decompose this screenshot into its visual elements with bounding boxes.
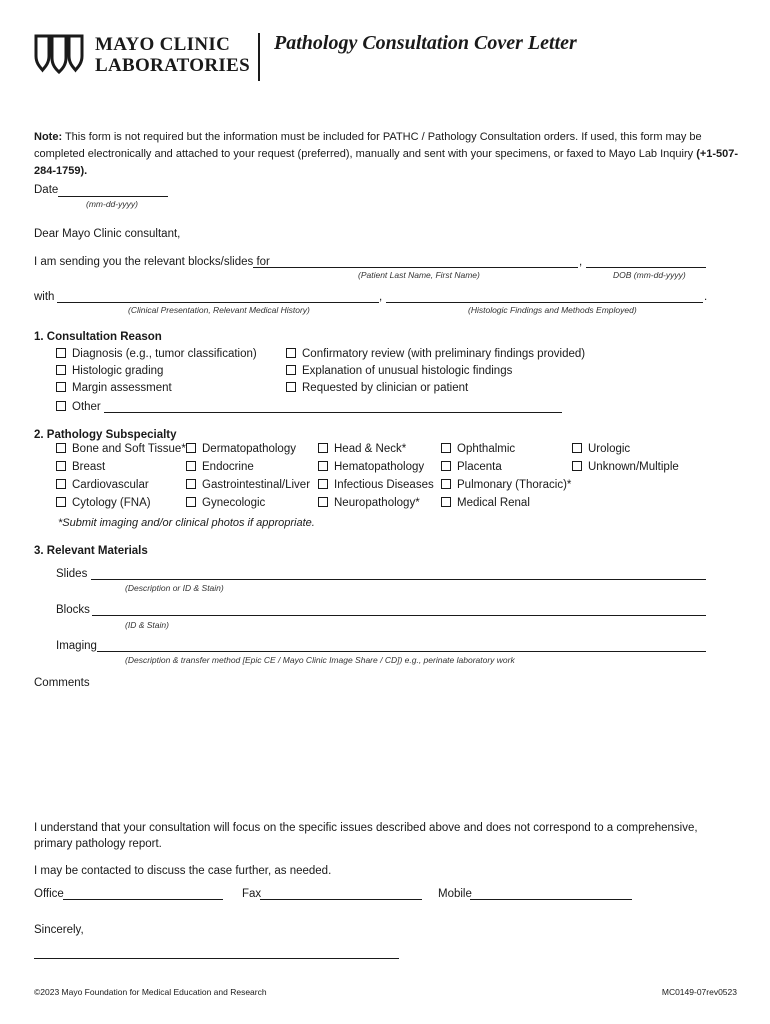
with-label: with (34, 291, 55, 303)
office-phone-field[interactable] (63, 899, 223, 900)
checkbox-box[interactable] (56, 382, 66, 392)
materials-heading: 3. Relevant Materials (34, 545, 148, 557)
subspecialty-label: Hematopathology (334, 461, 425, 473)
comments-label: Comments (34, 677, 90, 689)
comments-area[interactable] (34, 694, 734, 806)
checkbox-box[interactable] (186, 497, 196, 507)
with-period: . (704, 291, 708, 303)
subspecialty-label: Neuropathology* (334, 497, 420, 509)
mobile-phone-field[interactable] (470, 899, 632, 900)
contact-statement: I may be contacted to discuss the case further, as needed. (34, 865, 332, 877)
reason-grading-label: Histologic grading (72, 365, 164, 377)
understand-line2: primary pathology report. (34, 838, 162, 850)
office-label: Office (34, 888, 64, 900)
subspecialty-label: Breast (72, 461, 106, 473)
subspecialty-checkbox[interactable] (441, 479, 571, 491)
slides-field[interactable] (91, 579, 706, 580)
reason-other-checkbox[interactable] (56, 401, 101, 413)
copyright: ©2023 Mayo Foundation for Medical Education and Research (34, 987, 267, 997)
dob-hint: DOB (mm-dd-yyyy) (613, 270, 686, 280)
clinical-presentation-field[interactable] (57, 302, 379, 303)
subspecialty-label: Endocrine (202, 461, 254, 473)
subspecialty-label: Cytology (FNA) (72, 497, 151, 509)
checkbox-box[interactable] (286, 365, 296, 375)
subspecialty-checkbox[interactable] (572, 461, 679, 473)
fax-field[interactable] (260, 899, 422, 900)
subspecialty-label: Medical Renal (457, 497, 530, 509)
consultation-reason-heading: 1. Consultation Reason (34, 331, 162, 343)
blocks-hint: (ID & Stain) (125, 620, 169, 630)
subspecialty-label: Ophthalmic (457, 443, 516, 455)
reason-explanation-checkbox[interactable] (286, 365, 512, 377)
subspecialty-checkbox[interactable] (441, 497, 530, 509)
subspecialty-checkbox[interactable] (186, 479, 310, 491)
blocks-label: Blocks (56, 604, 90, 616)
checkbox-box[interactable] (56, 461, 66, 471)
patient-name-field[interactable] (253, 267, 578, 268)
imaging-field[interactable] (97, 651, 706, 652)
reason-other-field[interactable] (104, 412, 562, 413)
reason-other-label: Other (72, 401, 101, 413)
subspecialty-checkbox[interactable] (56, 443, 186, 455)
org-name-line1: MAYO CLINIC (95, 34, 231, 55)
subspecialty-label: Dermatopathology (202, 443, 296, 455)
subspecialty-label: Gynecologic (202, 497, 266, 509)
subspecialty-label: Unknown/Multiple (588, 461, 679, 473)
subspecialty-checkbox[interactable] (186, 497, 265, 509)
reason-explanation-label: Explanation of unusual histologic findings (302, 365, 513, 377)
checkbox-box[interactable] (318, 443, 328, 453)
subspecialty-label: Infectious Diseases (334, 479, 434, 491)
reason-diagnosis-checkbox[interactable] (56, 348, 257, 360)
checkbox-box[interactable] (56, 497, 66, 507)
note-label: Note: (34, 131, 63, 143)
histologic-hint: (Histologic Findings and Methods Employed) (468, 305, 637, 315)
reason-margin-label: Margin assessment (72, 382, 172, 394)
checkbox-box[interactable] (441, 497, 451, 507)
header-divider (258, 33, 260, 81)
checkbox-box[interactable] (186, 443, 196, 453)
subspecialty-checkbox[interactable] (56, 479, 149, 491)
reason-diagnosis-label: Diagnosis (e.g., tumor classification) (72, 348, 257, 360)
imaging-label: Imaging (56, 640, 97, 652)
checkbox-box[interactable] (441, 479, 451, 489)
subspecialty-checkbox[interactable] (318, 479, 434, 491)
date-field[interactable] (58, 196, 168, 197)
subspecialty-label: Gastrointestinal/Liver (202, 479, 311, 491)
subspecialty-checkbox[interactable] (318, 443, 406, 455)
checkbox-box[interactable] (286, 382, 296, 392)
org-name-line2: LABORATORIES (95, 55, 250, 76)
signature-field[interactable] (34, 958, 399, 959)
note-phone: (+1-507-284-1759). (34, 148, 739, 177)
checkbox-box[interactable] (572, 443, 582, 453)
note-text: This form is not required but the information must be included for PATHC / Pathology Consultation orders. If used, this form may be completed electronically and attached to your request (preferred), manually and sent with your specimens, or faxed to Mayo Lab Inquiry (34, 131, 702, 160)
subspecialty-label: Pulmonary (Thoracic)* (457, 479, 572, 491)
mobile-label: Mobile (438, 888, 472, 900)
checkbox-box[interactable] (56, 365, 66, 375)
subspecialty-label: Placenta (457, 461, 502, 473)
reason-confirmatory-checkbox[interactable] (286, 348, 585, 360)
subspecialty-checkbox[interactable] (186, 461, 254, 473)
greeting: Dear Mayo Clinic consultant, (34, 228, 181, 240)
form-title: Pathology Consultation Cover Letter (274, 32, 577, 54)
subspecialty-checkbox[interactable] (56, 461, 105, 473)
subspecialty-label: Head & Neck* (334, 443, 407, 455)
checkbox-box[interactable] (56, 348, 66, 358)
checkbox-box[interactable] (56, 401, 66, 411)
subspecialty-checkbox[interactable] (56, 497, 151, 509)
slides-label: Slides (56, 568, 88, 580)
checkbox-box[interactable] (56, 443, 66, 453)
checkbox-box[interactable] (186, 479, 196, 489)
reason-requested-label: Requested by clinician or patient (302, 382, 469, 394)
sending-comma: , (579, 256, 583, 268)
checkbox-box[interactable] (441, 461, 451, 471)
checkbox-box[interactable] (441, 443, 451, 453)
subspecialty-checkbox[interactable] (186, 443, 296, 455)
clinical-hint: (Clinical Presentation, Relevant Medical History) (128, 305, 310, 315)
reason-requested-checkbox[interactable] (286, 382, 468, 394)
sincerely: Sincerely, (34, 924, 84, 936)
mayo-clinic-shields-logo (34, 34, 84, 74)
checkbox-box[interactable] (186, 461, 196, 471)
dob-field[interactable] (586, 267, 706, 268)
patient-name-hint: (Patient Last Name, First Name) (358, 270, 480, 280)
date-hint: (mm-dd-yyyy) (86, 199, 138, 209)
reason-grading-checkbox[interactable] (56, 365, 163, 377)
subspecialty-checkbox[interactable] (441, 443, 515, 455)
subspecialty-footnote: *Submit imaging and/or clinical photos if appropriate. (58, 517, 315, 529)
subspecialty-checkbox[interactable] (318, 461, 424, 473)
imaging-hint: (Description & transfer method [Epic CE / Mayo Clinic Image Share / CD]) e.g., perinate laboratory work (125, 655, 515, 665)
blocks-field[interactable] (92, 615, 706, 616)
reason-confirmatory-label: Confirmatory review (with preliminary findings provided) (302, 348, 586, 360)
checkbox-box[interactable] (572, 461, 582, 471)
checkbox-box[interactable] (318, 479, 328, 489)
checkbox-box[interactable] (318, 461, 328, 471)
histologic-findings-field[interactable] (386, 302, 703, 303)
subspecialty-checkbox[interactable] (572, 443, 630, 455)
reason-margin-checkbox[interactable] (56, 382, 172, 394)
subspecialty-checkbox[interactable] (441, 461, 502, 473)
form-note (34, 129, 740, 180)
subspecialty-label: Cardiovascular (72, 479, 149, 491)
subspecialty-heading: 2. Pathology Subspecialty (34, 429, 177, 441)
subspecialty-checkbox[interactable] (318, 497, 420, 509)
subspecialty-label: Bone and Soft Tissue* (72, 443, 186, 455)
sending-text: I am sending you the relevant blocks/slides for (34, 256, 270, 268)
subspecialty-label: Urologic (588, 443, 631, 455)
checkbox-box[interactable] (318, 497, 328, 507)
checkbox-box[interactable] (56, 479, 66, 489)
form-id: MC0149-07rev0523 (661, 987, 737, 997)
date-label: Date (34, 184, 59, 196)
fax-label: Fax (242, 888, 262, 900)
understand-line1: I understand that your consultation will focus on the specific issues described above and does not correspond to a comprehensive, (34, 822, 698, 834)
checkbox-box[interactable] (286, 348, 296, 358)
slides-hint: (Description or ID & Stain) (125, 583, 224, 593)
with-comma: , (379, 291, 383, 303)
